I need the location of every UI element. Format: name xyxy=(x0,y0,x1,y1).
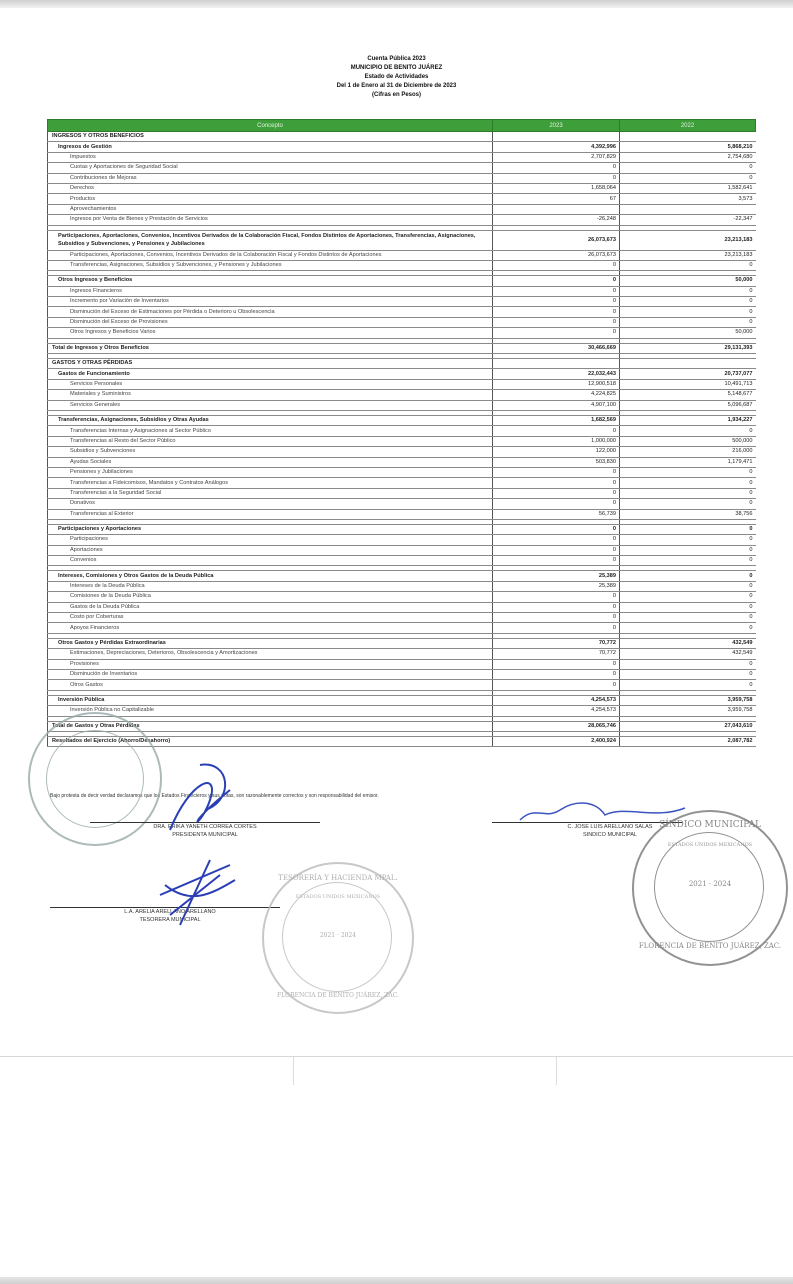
row-label: Transferencias al Resto del Sector Público xyxy=(48,436,493,446)
value-2023: 503,830 xyxy=(493,457,620,467)
signer-title: PRESIDENTA MUNICIPAL xyxy=(172,832,238,838)
row-label: Pensiones y Jubilaciones xyxy=(48,467,493,477)
value-2022: 23,213,183 xyxy=(620,230,756,250)
value-2022: 23,213,183 xyxy=(620,250,756,260)
header-line-3: Estado de Actividades xyxy=(364,74,429,80)
value-2023: 4,254,573 xyxy=(493,706,620,716)
value-2023 xyxy=(493,204,620,214)
row-label: Donativos xyxy=(48,499,493,509)
table-row xyxy=(48,297,756,307)
table-row xyxy=(48,426,756,436)
row-label: Aprovechamientos xyxy=(48,204,493,214)
value-2022: 0 xyxy=(620,524,756,534)
row-label: Derechos xyxy=(48,183,493,193)
row-label: Materiales y Suministros xyxy=(48,390,493,400)
table-row xyxy=(48,132,756,142)
row-label: Inversión Pública no Capitalizable xyxy=(48,706,493,716)
row-label: Transferencias, Asignaciones, Subsidios y Otras Ayudas xyxy=(48,415,493,425)
value-2023: 4,224,825 xyxy=(493,390,620,400)
row-label: Disminución de Inventarios xyxy=(48,669,493,679)
value-2022: 432,549 xyxy=(620,638,756,648)
value-2023: 70,772 xyxy=(493,649,620,659)
scan-artifact-tick xyxy=(556,1057,557,1085)
value-2023: 0 xyxy=(493,307,620,317)
table-row xyxy=(48,457,756,467)
table-row xyxy=(48,571,756,581)
value-2023: 0 xyxy=(493,623,620,633)
value-2023: 0 xyxy=(493,297,620,307)
table-row xyxy=(48,215,756,225)
value-2023: 0 xyxy=(493,467,620,477)
row-label: Otros Ingresos y Beneficios Varios xyxy=(48,328,493,338)
value-2023 xyxy=(493,359,620,369)
value-2022: 0 xyxy=(620,173,756,183)
value-2022: 0 xyxy=(620,478,756,488)
value-2022: 0 xyxy=(620,317,756,327)
row-label: Participaciones, Aportaciones, Convenios, Incentivos Derivados de la Colaboración Fiscal y Fondos Distintos de Aportaciones xyxy=(48,250,493,260)
row-label: Ingresos por Venta de Bienes y Prestación de Servicios xyxy=(48,215,493,225)
scan-top-edge xyxy=(0,0,793,8)
signature-scribble-presidenta xyxy=(150,760,250,840)
table-row xyxy=(48,721,756,731)
value-2023: 4,392,996 xyxy=(493,142,620,152)
table-row xyxy=(48,592,756,602)
row-label: Transferencias a la Seguridad Social xyxy=(48,488,493,498)
row-label: Participaciones xyxy=(48,535,493,545)
signer-title: SINDICO MUNICIPAL xyxy=(583,832,637,838)
row-label: Otros Gastos y Pérdidas Extraordinarias xyxy=(48,638,493,648)
value-2023: 25,389 xyxy=(493,571,620,581)
table-row xyxy=(48,183,756,193)
row-label: Servicios Personales xyxy=(48,379,493,389)
table-row xyxy=(48,390,756,400)
value-2022 xyxy=(620,132,756,142)
table-row xyxy=(48,545,756,555)
value-2022: 0 xyxy=(620,581,756,591)
value-2022: 0 xyxy=(620,623,756,633)
value-2022: 2,087,782 xyxy=(620,736,756,746)
value-2022: 0 xyxy=(620,545,756,555)
value-2022: 0 xyxy=(620,499,756,509)
table-row xyxy=(48,260,756,270)
row-label: Otros Gastos xyxy=(48,680,493,690)
table-row xyxy=(48,204,756,214)
table-row xyxy=(48,695,756,705)
value-2022: -22,347 xyxy=(620,215,756,225)
value-2022: 0 xyxy=(620,535,756,545)
value-2023: 1,000,000 xyxy=(493,436,620,446)
value-2023: 0 xyxy=(493,488,620,498)
sindico-seal: SÍNDICO MUNICIPAL ESTADOS UNIDOS MEXICANOS 2021 · 2024 FLORENCIA DE BENITO JUÁREZ, ZAC. xyxy=(632,810,788,966)
table-row xyxy=(48,535,756,545)
table-row xyxy=(48,669,756,679)
value-2023: 0 xyxy=(493,592,620,602)
table-row xyxy=(48,152,756,162)
table-body xyxy=(48,132,756,747)
value-2022 xyxy=(620,359,756,369)
value-2022: 432,549 xyxy=(620,649,756,659)
value-2023: 28,065,746 xyxy=(493,721,620,731)
row-label: Convenios xyxy=(48,556,493,566)
table-header-row xyxy=(48,120,756,132)
table-row xyxy=(48,556,756,566)
row-label: Gastos de Funcionamiento xyxy=(48,369,493,379)
table-row xyxy=(48,736,756,746)
tesoreria-seal: TESORERÍA Y HACIENDA MPAL. ESTADOS UNIDOS MEXICANOS 2021 · 2024 FLORENCIA DE BENITO JUÁREZ, ZAC. xyxy=(262,862,414,1014)
value-2022: 1,934,227 xyxy=(620,415,756,425)
value-2023: 0 xyxy=(493,602,620,612)
value-2023: 26,073,673 xyxy=(493,230,620,250)
value-2022: 0 xyxy=(620,556,756,566)
value-2022: 1,179,471 xyxy=(620,457,756,467)
table-row xyxy=(48,163,756,173)
row-label: Resultados del Ejercicio (Ahorro/Desahorro) xyxy=(48,736,493,746)
row-label: Intereses de la Deuda Pública xyxy=(48,581,493,591)
value-2022: 38,756 xyxy=(620,509,756,519)
table-row xyxy=(48,328,756,338)
header-line-5: (Cifras en Pesos) xyxy=(371,92,422,98)
table-row xyxy=(48,524,756,534)
table-row xyxy=(48,499,756,509)
value-2022: 2,754,680 xyxy=(620,152,756,162)
row-label: Productos xyxy=(48,194,493,204)
document-header xyxy=(0,55,793,100)
table-row xyxy=(48,659,756,669)
value-2022: 0 xyxy=(620,286,756,296)
row-label: Provisiones xyxy=(48,659,493,669)
value-2023: 1,682,569 xyxy=(493,415,620,425)
value-2023: 0 xyxy=(493,535,620,545)
value-2023: 0 xyxy=(493,545,620,555)
table-row xyxy=(48,467,756,477)
activity-statement-table xyxy=(47,119,756,747)
value-2022: 0 xyxy=(620,613,756,623)
value-2023: 26,073,673 xyxy=(493,250,620,260)
value-2023: 0 xyxy=(493,669,620,679)
value-2022: 3,959,758 xyxy=(620,695,756,705)
value-2022: 0 xyxy=(620,659,756,669)
value-2023: 0 xyxy=(493,328,620,338)
value-2023: 0 xyxy=(493,286,620,296)
value-2023: 0 xyxy=(493,163,620,173)
table-row xyxy=(48,509,756,519)
value-2022: 0 xyxy=(620,592,756,602)
row-label: Transferencias Internas y Asignaciones al Sector Público xyxy=(48,426,493,436)
value-2022: 20,737,077 xyxy=(620,369,756,379)
table-row xyxy=(48,317,756,327)
value-2022: 5,096,687 xyxy=(620,400,756,410)
table-row xyxy=(48,369,756,379)
value-2023: 12,900,518 xyxy=(493,379,620,389)
value-2023: 2,400,924 xyxy=(493,736,620,746)
value-2023: 30,466,669 xyxy=(493,343,620,353)
value-2022: 27,043,610 xyxy=(620,721,756,731)
value-2023: 4,254,573 xyxy=(493,695,620,705)
row-label: Servicios Generales xyxy=(48,400,493,410)
row-label: Estimaciones, Depreciaciones, Deterioros, Obsolescencia y Amortizaciones xyxy=(48,649,493,659)
row-label: Aportaciones xyxy=(48,545,493,555)
row-label: Apoyos Financieros xyxy=(48,623,493,633)
table-row xyxy=(48,706,756,716)
table-row xyxy=(48,307,756,317)
value-2022: 0 xyxy=(620,488,756,498)
value-2022: 5,148,677 xyxy=(620,390,756,400)
table-row xyxy=(48,613,756,623)
table-row xyxy=(48,638,756,648)
value-2023: 0 xyxy=(493,173,620,183)
row-label: Inversión Pública xyxy=(48,695,493,705)
value-2022: 0 xyxy=(620,571,756,581)
value-2023: 0 xyxy=(493,478,620,488)
value-2023: 25,389 xyxy=(493,581,620,591)
column-header-2022: 2022 xyxy=(620,120,756,132)
row-label: Total de Gastos y Otras Pérdidas xyxy=(48,721,493,731)
value-2023: 122,000 xyxy=(493,447,620,457)
value-2022: 3,573 xyxy=(620,194,756,204)
table-row xyxy=(48,400,756,410)
value-2023: 0 xyxy=(493,426,620,436)
table-row xyxy=(48,581,756,591)
table-row xyxy=(48,623,756,633)
value-2022: 3,959,758 xyxy=(620,706,756,716)
row-label: Comisiones de la Deuda Pública xyxy=(48,592,493,602)
table-row xyxy=(48,359,756,369)
table-row xyxy=(48,680,756,690)
row-label: Ingresos Financieros xyxy=(48,286,493,296)
row-label: Cuotas y Aportaciones de Seguridad Social xyxy=(48,163,493,173)
scan-artifact-line xyxy=(0,1056,793,1057)
value-2023: 0 xyxy=(493,613,620,623)
value-2022: 29,131,393 xyxy=(620,343,756,353)
value-2023: 0 xyxy=(493,556,620,566)
row-label: Disminución del Exceso de Estimaciones por Pérdida o Deterioro u Obsolescencia xyxy=(48,307,493,317)
value-2023: 0 xyxy=(493,499,620,509)
table-row xyxy=(48,230,756,250)
row-label: Participaciones y Aportaciones xyxy=(48,524,493,534)
value-2022: 216,000 xyxy=(620,447,756,457)
value-2023: 67 xyxy=(493,194,620,204)
row-label: Subsidios y Subvenciones xyxy=(48,447,493,457)
table-row xyxy=(48,286,756,296)
row-label: Incremento por Variación de Inventarios xyxy=(48,297,493,307)
signer-name: DRA. ERIKA YANETH CORREA CORTES xyxy=(153,824,257,830)
row-label: Costo por Coberturas xyxy=(48,613,493,623)
value-2023: 56,739 xyxy=(493,509,620,519)
value-2022: 0 xyxy=(620,260,756,270)
value-2022: 0 xyxy=(620,163,756,173)
row-label: Transferencias, Asignaciones, Subsidios y Subvenciones, y Pensiones y Jubilaciones xyxy=(48,260,493,270)
signer-title: TESORERA MUNICIPAL xyxy=(139,917,201,923)
table-row xyxy=(48,488,756,498)
value-2022: 50,000 xyxy=(620,328,756,338)
table-row xyxy=(48,173,756,183)
value-2022: 0 xyxy=(620,602,756,612)
value-2023: 0 xyxy=(493,524,620,534)
signer-name: C. JOSE LUIS ARELLANO SALAS xyxy=(567,824,653,830)
row-label: Participaciones, Aportaciones, Convenios, Incentivos Derivados de la Colaboración Fiscal, Fondos Distintos de Aportaciones, Transferencias, Asignaciones, Subsidios y Subvenciones, y Pensiones y Jubilaciones xyxy=(48,230,493,250)
value-2022: 0 xyxy=(620,426,756,436)
value-2022: 10,491,713 xyxy=(620,379,756,389)
table-row xyxy=(48,478,756,488)
value-2022: 0 xyxy=(620,297,756,307)
scan-bottom-edge xyxy=(0,1277,793,1284)
value-2022: 5,868,210 xyxy=(620,142,756,152)
row-label: Impuestos xyxy=(48,152,493,162)
table-row xyxy=(48,447,756,457)
row-label: Total de Ingresos y Otros Beneficios xyxy=(48,343,493,353)
column-header-2023: 2023 xyxy=(493,120,620,132)
table-row xyxy=(48,649,756,659)
header-line-1: Cuenta Pública 2023 xyxy=(367,56,426,62)
value-2023: 0 xyxy=(493,680,620,690)
row-label: Transferencias a Fideicomisos, Mandatos y Contratos Análogos xyxy=(48,478,493,488)
value-2023: 0 xyxy=(493,260,620,270)
value-2023 xyxy=(493,132,620,142)
declaration-text: Bajo protesta de decir verdad declaramos que los Estados Financieros y sus notas, son razonablemente correctos y son responsabilidad del emisor. xyxy=(50,793,379,799)
table-row xyxy=(48,250,756,260)
table-row xyxy=(48,142,756,152)
header-line-2: MUNICIPIO DE BENITO JUÁREZ xyxy=(350,65,443,71)
header-line-4: Del 1 de Enero al 31 de Diciembre de 2023 xyxy=(336,83,457,89)
value-2023: 22,032,443 xyxy=(493,369,620,379)
value-2022: 500,000 xyxy=(620,436,756,446)
value-2022: 0 xyxy=(620,680,756,690)
signature-scribble-tesorera xyxy=(150,855,240,935)
value-2022: 50,000 xyxy=(620,276,756,286)
value-2022 xyxy=(620,204,756,214)
value-2022: 0 xyxy=(620,669,756,679)
value-2023: 4,907,100 xyxy=(493,400,620,410)
table-row xyxy=(48,415,756,425)
signer-name: L.A. ARELIA ARELLANO ARELLANO xyxy=(124,909,216,915)
row-label: Contribuciones de Mejoras xyxy=(48,173,493,183)
value-2023: 1,658,064 xyxy=(493,183,620,193)
value-2023: 70,772 xyxy=(493,638,620,648)
value-2022: 1,582,641 xyxy=(620,183,756,193)
table-row xyxy=(48,276,756,286)
value-2022: 0 xyxy=(620,307,756,317)
value-2023: 0 xyxy=(493,659,620,669)
row-label: Disminución del Exceso de Provisiones xyxy=(48,317,493,327)
value-2023: 2,707,829 xyxy=(493,152,620,162)
row-label: GASTOS Y OTRAS PÉRDIDAS xyxy=(48,359,493,369)
row-label: Otros Ingresos y Beneficios xyxy=(48,276,493,286)
row-label: INGRESOS Y OTROS BENEFICIOS xyxy=(48,132,493,142)
table-row xyxy=(48,343,756,353)
value-2023: -26,248 xyxy=(493,215,620,225)
row-label: Ingresos de Gestión xyxy=(48,142,493,152)
row-label: Gastos de la Deuda Pública xyxy=(48,602,493,612)
value-2023: 0 xyxy=(493,276,620,286)
scan-artifact-tick xyxy=(293,1057,294,1085)
table-row xyxy=(48,436,756,446)
table-row xyxy=(48,602,756,612)
row-label: Transferencias al Exterior xyxy=(48,509,493,519)
value-2022: 0 xyxy=(620,467,756,477)
table-row xyxy=(48,194,756,204)
column-header-concepto: Concepto xyxy=(48,120,493,132)
value-2023: 0 xyxy=(493,317,620,327)
row-label: Ayudas Sociales xyxy=(48,457,493,467)
table-row xyxy=(48,379,756,389)
row-label: Intereses, Comisiones y Otros Gastos de la Deuda Pública xyxy=(48,571,493,581)
